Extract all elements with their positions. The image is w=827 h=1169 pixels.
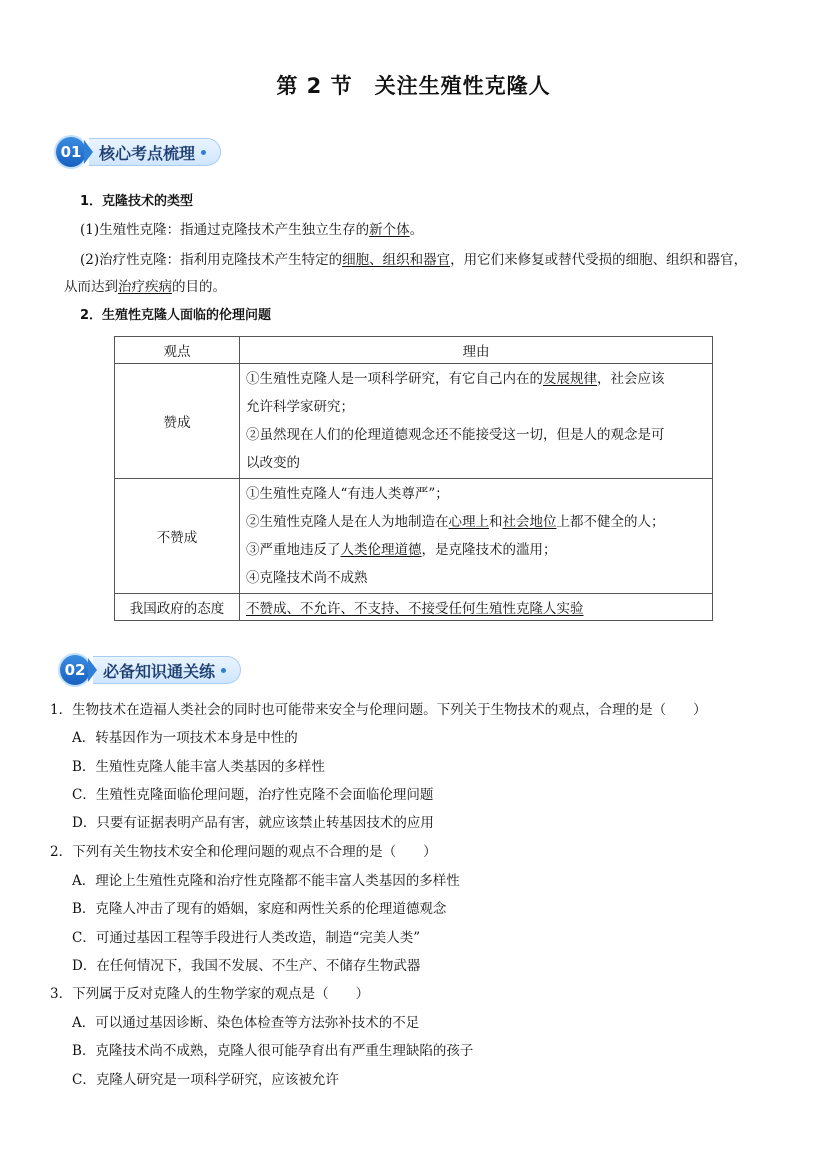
reason-line [246,365,706,393]
underlined-text: 社会地位 [502,514,557,530]
reason-line [246,508,706,536]
option: C．生殖性克隆面临伦理问题，治疗性克隆不会面临伦理问题 [72,787,434,803]
section-badge-core [56,137,221,167]
section-title: 关注生殖性克隆人 [374,74,551,98]
text: ②生殖性克隆人是在人为地制造在 [246,514,449,530]
badge-label [89,138,221,166]
text: 和 [489,514,503,530]
para-therapeutic-clone-cont [64,277,226,297]
underlined-text: 人类伦理道德 [340,542,422,558]
reason-line [246,536,706,564]
text: 。 [409,222,424,238]
table-row [115,479,713,594]
row-reasons-support [240,364,713,479]
section-number: 第 2 节 [276,74,353,98]
reason-line: 以改变的 [246,455,300,471]
para-reproductive-clone [80,220,423,240]
reason-line: ④克隆技术尚不成熟 [246,570,368,586]
option: D．只要有证据表明产品有害，就应该禁止转基因技术的应用 [72,815,434,831]
row-government-stance [240,594,713,621]
underlined-text: 心理上 [448,514,489,530]
text: ，社会应该 [597,371,665,387]
option: C．克隆人研究是一项科学研究，应该被允许 [72,1072,339,1088]
text: ③严重地违反了 [246,542,341,558]
badge-label-text: 必备知识通关练 [103,661,216,681]
reason-line: ①生殖性克隆人“有违人类尊严”； [246,486,449,502]
text: 的目的。 [172,279,226,295]
table-row [115,594,713,621]
row-reasons-oppose [240,479,713,594]
text: (1)生殖性克隆：指通过克隆技术产生独立生存的 [80,222,370,238]
question-stem: 2．下列有关生物技术安全和伦理问题的观点不合理的是（ ） [50,844,437,860]
option: A．理论上生殖性克隆和治疗性克隆都不能丰富人类基因的多样性 [72,873,460,889]
para-therapeutic-clone [80,250,747,270]
text: ①生殖性克隆人是一项科学研究，有它自己内在的 [246,371,543,387]
underlined-text: 不赞成、不允许、不支持、不接受任何生殖性克隆人实验 [246,601,584,617]
table-row [115,364,713,479]
header-reason: 理由 [240,337,713,364]
dot-icon [221,668,226,673]
badge-number: 02 [60,655,90,685]
underlined-text: 细胞、组织和器官 [342,252,451,268]
option: B．克隆人冲击了现有的婚姻，家庭和两性关系的伦理道德观念 [72,901,447,917]
row-label-government: 我国政府的态度 [115,594,240,621]
page-title [0,70,827,100]
header-viewpoint: 观点 [115,337,240,364]
option: B．生殖性克隆人能丰富人类基因的多样性 [72,759,325,775]
text: (2)治疗性克隆：指利用克隆技术产生特定的 [80,252,343,268]
question-stem: 1．生物技术在造福人类社会的同时也可能带来安全与伦理问题。下列关于生物技术的观点，合理的是（ ） [50,702,707,718]
option: D．在任何情况下，我国不发展、不生产、不储存生物武器 [72,958,421,974]
badge-label [93,656,241,684]
option: A．可以通过基因诊断、染色体检查等方法弥补技术的不足 [72,1015,420,1031]
text: 上都不健全的人； [556,514,665,530]
reason-line: 允许科学家研究； [246,399,354,415]
reason-line: ②虽然现在人们的伦理道德观念还不能接受这一切，但是人的观念是可 [246,427,665,443]
badge-number: 01 [56,137,86,167]
section-badge-practice [60,655,241,685]
heading-clone-types: 1．克隆技术的类型 [80,194,194,209]
option: C．可通过基因工程等手段进行人类改造，制造“完美人类” [72,930,421,946]
chevron-right-icon [88,658,97,682]
heading-ethics: 2．生殖性克隆人面临的伦理问题 [80,308,272,323]
table-header-row [115,337,713,364]
underlined-text: 新个体 [369,222,410,238]
row-label-oppose: 不赞成 [115,479,240,594]
chevron-right-icon [84,140,93,164]
underlined-text: 发展规律 [543,371,597,387]
badge-label-text: 核心考点梳理 [99,143,196,163]
text: 从而达到 [64,279,118,295]
underlined-text: 治疗疾病 [118,279,172,295]
row-label-support: 赞成 [115,364,240,479]
dot-icon [201,150,206,155]
option: B．克隆技术尚不成熟，克隆人很可能孕育出有严重生理缺陷的孩子 [72,1043,474,1059]
text: ，是克隆技术的滥用； [421,542,557,558]
question-stem: 3．下列属于反对克隆人的生物学家的观点是（ ） [50,986,370,1002]
option: A．转基因作为一项技术本身是中性的 [72,730,298,746]
text: ，用它们来修复或替代受损的细胞、组织和器官， [450,252,748,268]
ethics-table [114,336,713,621]
